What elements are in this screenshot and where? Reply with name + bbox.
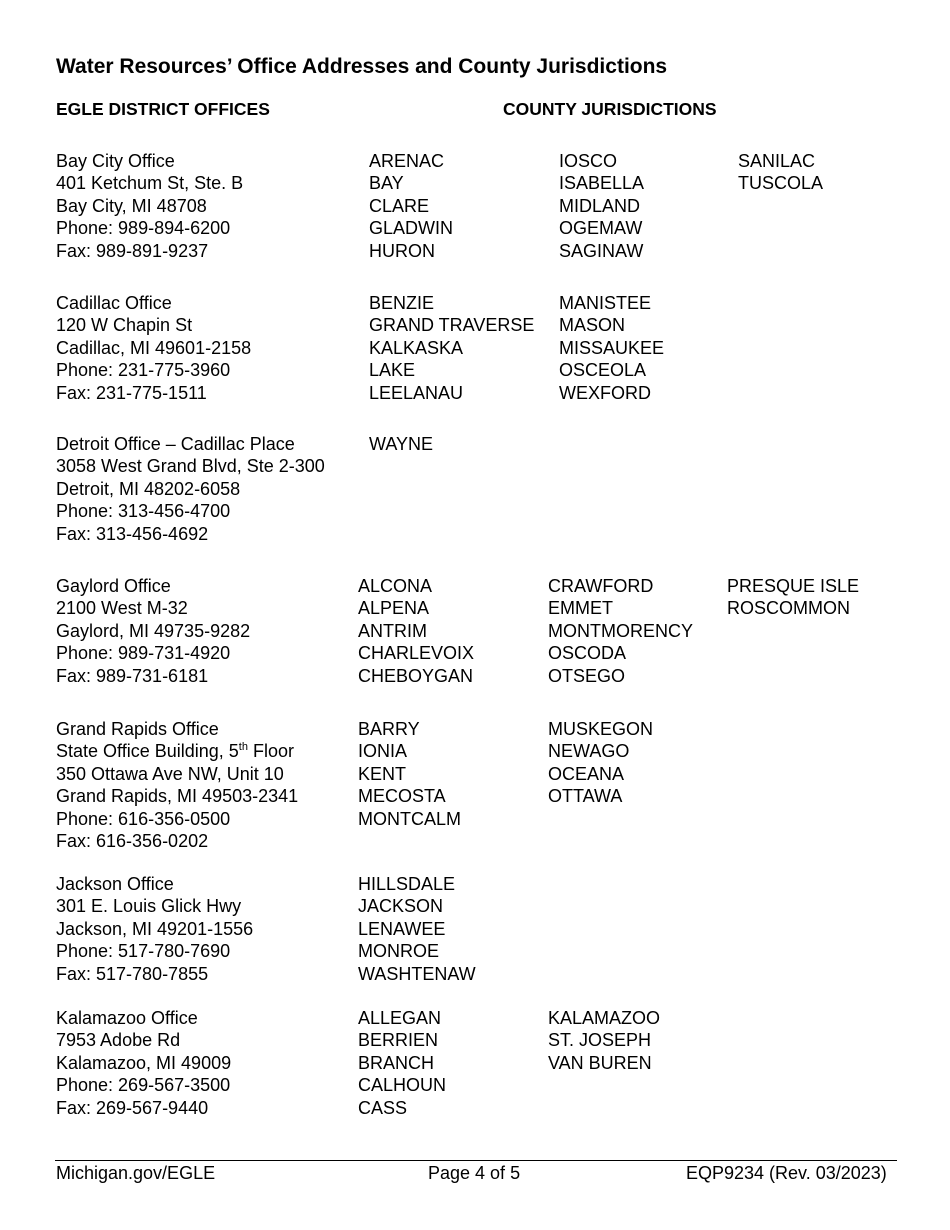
office-street: 7953 Adobe Rd: [56, 1030, 181, 1051]
county-name: BAY: [369, 173, 404, 194]
floor-ordinal-suffix: th: [238, 741, 248, 754]
office-name: Bay City Office: [56, 151, 175, 171]
office-phone: Phone: 616-356-0500: [56, 808, 231, 829]
county-name: GLADWIN: [369, 218, 454, 239]
county-name: JACKSON: [358, 896, 444, 917]
office-fax: Fax: 269-567-9440: [56, 1097, 209, 1118]
county-name: WAYNE: [369, 434, 434, 454]
office-street: 401 Ketchum St, Ste. B: [56, 173, 244, 194]
county-column: [358, 575, 474, 687]
county-name: CHEBOYGAN: [358, 665, 474, 686]
office-address: [56, 292, 251, 404]
floor-text: Floor: [247, 741, 294, 762]
county-column: [727, 575, 859, 620]
county-name: NEWAGO: [548, 741, 630, 762]
office-phone: Phone: 989-731-4920: [56, 643, 231, 664]
county-name: GRAND TRAVERSE: [369, 315, 535, 336]
county-column: [369, 433, 433, 455]
office-phone: Phone: 989-894-6200: [56, 218, 231, 239]
county-name: VAN BUREN: [548, 1052, 652, 1073]
office-street: 350 Ottawa Ave NW, Unit 10: [56, 763, 284, 784]
office-name: Cadillac Office: [56, 293, 172, 313]
county-name: MANISTEE: [559, 293, 652, 313]
county-name: BRANCH: [358, 1052, 435, 1073]
county-name: ROSCOMMON: [727, 598, 850, 619]
county-name: HILLSDALE: [358, 874, 456, 894]
office-city: Gaylord, MI 49735-9282: [56, 620, 251, 641]
county-name: CHARLEVOIX: [358, 643, 475, 664]
office-city: Kalamazoo, MI 49009: [56, 1052, 232, 1073]
county-name: WEXFORD: [559, 382, 651, 403]
county-column: [548, 718, 653, 808]
county-name: IOSCO: [559, 151, 618, 171]
office-building: [56, 740, 298, 762]
county-name: BENZIE: [369, 293, 435, 313]
footer-website: Michigan.gov/EGLE: [56, 1163, 216, 1183]
office-fax: Fax: 989-891-9237: [56, 240, 209, 261]
county-name: BERRIEN: [358, 1030, 439, 1051]
office-address: [56, 150, 243, 262]
office-phone: Phone: 313-456-4700: [56, 501, 231, 522]
county-name: MASON: [559, 315, 626, 336]
county-jurisdictions-heading: COUNTY JURISDICTIONS: [503, 99, 717, 119]
county-column: [559, 292, 664, 404]
office-fax: Fax: 616-356-0202: [56, 831, 209, 852]
office-address: [56, 873, 253, 985]
office-name: Kalamazoo Office: [56, 1008, 198, 1028]
county-name: PRESQUE ISLE: [727, 576, 860, 596]
county-name: MIDLAND: [559, 195, 641, 216]
office-phone: Phone: 231-775-3960: [56, 360, 231, 381]
office-address: [56, 575, 250, 687]
county-name: KENT: [358, 763, 407, 784]
county-column: [738, 150, 823, 195]
county-name: SANILAC: [738, 151, 816, 171]
county-name: ANTRIM: [358, 620, 427, 641]
county-name: IONIA: [358, 741, 408, 762]
office-city: Jackson, MI 49201-1556: [56, 918, 254, 939]
district-offices-heading: EGLE DISTRICT OFFICES: [56, 99, 270, 119]
county-name: OTSEGO: [548, 665, 626, 686]
county-column: [369, 150, 453, 262]
county-name: OSCODA: [548, 643, 627, 664]
office-address: [56, 1007, 231, 1119]
office-city: Detroit, MI 48202-6058: [56, 478, 241, 499]
office-name: Gaylord Office: [56, 576, 171, 596]
county-column: [358, 1007, 446, 1119]
county-name: MECOSTA: [358, 786, 446, 807]
county-name: TUSCOLA: [738, 173, 824, 194]
office-city: Cadillac, MI 49601-2158: [56, 337, 252, 358]
office-city: Grand Rapids, MI 49503-2341: [56, 786, 299, 807]
county-name: ISABELLA: [559, 173, 645, 194]
document-title: Water Resources’ Office Addresses and County Jurisdictions: [56, 55, 668, 78]
county-name: KALAMAZOO: [548, 1008, 661, 1028]
office-name: Grand Rapids Office: [56, 719, 219, 739]
county-name: ALLEGAN: [358, 1008, 442, 1028]
office-name: Jackson Office: [56, 874, 174, 894]
county-name: LAKE: [369, 360, 416, 381]
office-street: 301 E. Louis Glick Hwy: [56, 896, 242, 917]
county-column: [369, 292, 534, 404]
county-name: WASHTENAW: [358, 963, 476, 984]
county-column: [548, 1007, 660, 1074]
county-column: [358, 873, 476, 985]
county-name: SAGINAW: [559, 240, 644, 261]
county-name: KALKASKA: [369, 337, 464, 358]
office-street: 3058 West Grand Blvd, Ste 2-300: [56, 456, 325, 477]
county-name: ALPENA: [358, 598, 430, 619]
county-column: [358, 718, 461, 830]
county-name: MONROE: [358, 941, 439, 962]
county-name: HURON: [369, 240, 435, 261]
county-name: CLARE: [369, 195, 430, 216]
county-name: MUSKEGON: [548, 719, 654, 739]
county-name: CALHOUN: [358, 1075, 447, 1096]
office-street: 120 W Chapin St: [56, 315, 193, 336]
office-fax: Fax: 517-780-7855: [56, 963, 209, 984]
county-name: CASS: [358, 1097, 408, 1118]
county-name: EMMET: [548, 598, 613, 619]
office-address: [56, 718, 298, 852]
footer-form-number: EQP9234 (Rev. 03/2023): [686, 1163, 887, 1183]
footer-page-number: Page 4 of 5: [428, 1163, 521, 1183]
county-name: ST. JOSEPH: [548, 1030, 652, 1051]
county-name: OCEANA: [548, 763, 625, 784]
office-fax: Fax: 313-456-4692: [56, 523, 209, 544]
county-name: ALCONA: [358, 576, 433, 596]
county-name: MONTMORENCY: [548, 620, 693, 641]
county-name: OSCEOLA: [559, 360, 647, 381]
office-city: Bay City, MI 48708: [56, 195, 207, 216]
building-text: State Office Building, 5: [56, 741, 239, 762]
county-column: [548, 575, 693, 687]
county-name: CRAWFORD: [548, 576, 654, 596]
county-name: LENAWEE: [358, 918, 446, 939]
office-fax: Fax: 231-775-1511: [56, 382, 207, 403]
county-column: [559, 150, 644, 262]
county-name: ARENAC: [369, 151, 445, 171]
county-name: OTTAWA: [548, 786, 623, 807]
footer-divider: [55, 1160, 897, 1161]
office-phone: Phone: 269-567-3500: [56, 1075, 231, 1096]
county-name: MISSAUKEE: [559, 337, 665, 358]
county-name: MONTCALM: [358, 808, 461, 829]
office-fax: Fax: 989-731-6181: [56, 665, 209, 686]
office-phone: Phone: 517-780-7690: [56, 941, 231, 962]
county-name: OGEMAW: [559, 218, 643, 239]
office-name: Detroit Office – Cadillac Place: [56, 434, 295, 454]
office-address: [56, 433, 325, 545]
office-street: 2100 West M-32: [56, 598, 188, 619]
county-name: BARRY: [358, 719, 420, 739]
county-name: LEELANAU: [369, 382, 464, 403]
